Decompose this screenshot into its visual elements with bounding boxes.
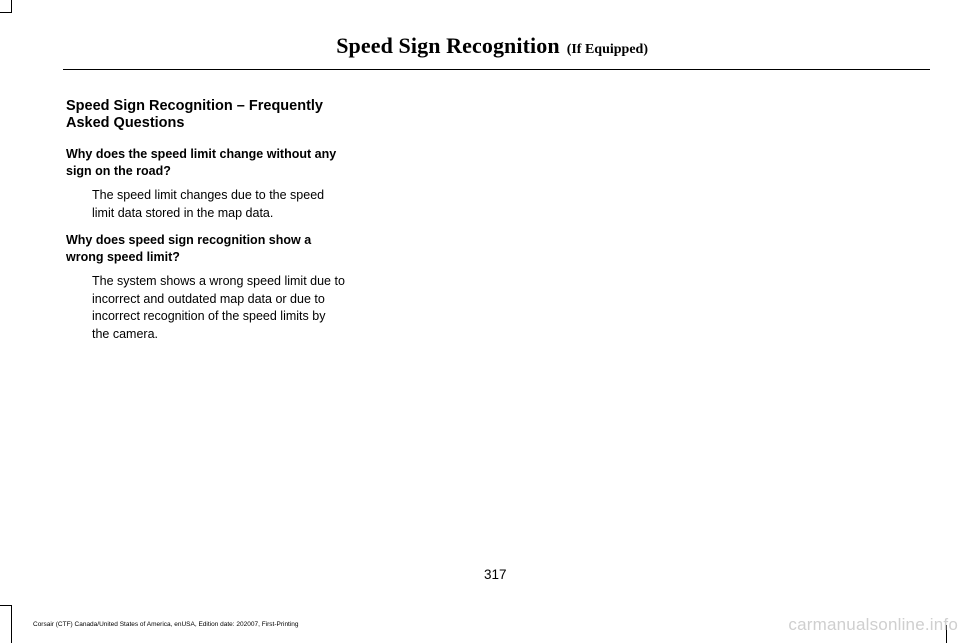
crop-mark-top-left-horizontal: [0, 12, 12, 13]
faq-answer: The speed limit changes due to the speed limit data stored in the map data.: [92, 188, 325, 220]
document-footer: Corsair (CTF) Canada/United States of America, enUSA, Edition date: 202007, First-Printing: [33, 621, 299, 628]
watermark-link[interactable]: carmanualsonline.info: [788, 615, 958, 634]
crop-mark-bottom-left-vertical: [11, 605, 12, 643]
header-rule: [63, 69, 930, 70]
faq-question: Why does the speed limit change without any sign on the road?: [66, 147, 337, 178]
page-content: [66, 98, 346, 353]
page-number: 317: [484, 567, 507, 582]
crop-mark-top-left-vertical: [11, 0, 12, 12]
faq-item: [66, 232, 346, 343]
faq-question: Why does speed sign recognition show a wrong speed limit?: [66, 233, 312, 264]
faq-answer: The system shows a wrong speed limit due to incorrect and outdated map data or due to incorrect recognition of the speed limits by the camera.: [92, 274, 345, 341]
section-heading: Speed Sign Recognition – Frequently Asked Questions: [66, 98, 323, 131]
running-header: [336, 33, 648, 59]
header-title: Speed Sign Recognition: [336, 33, 560, 58]
faq-item: [66, 146, 346, 222]
header-subtitle: (If Equipped): [566, 42, 648, 57]
